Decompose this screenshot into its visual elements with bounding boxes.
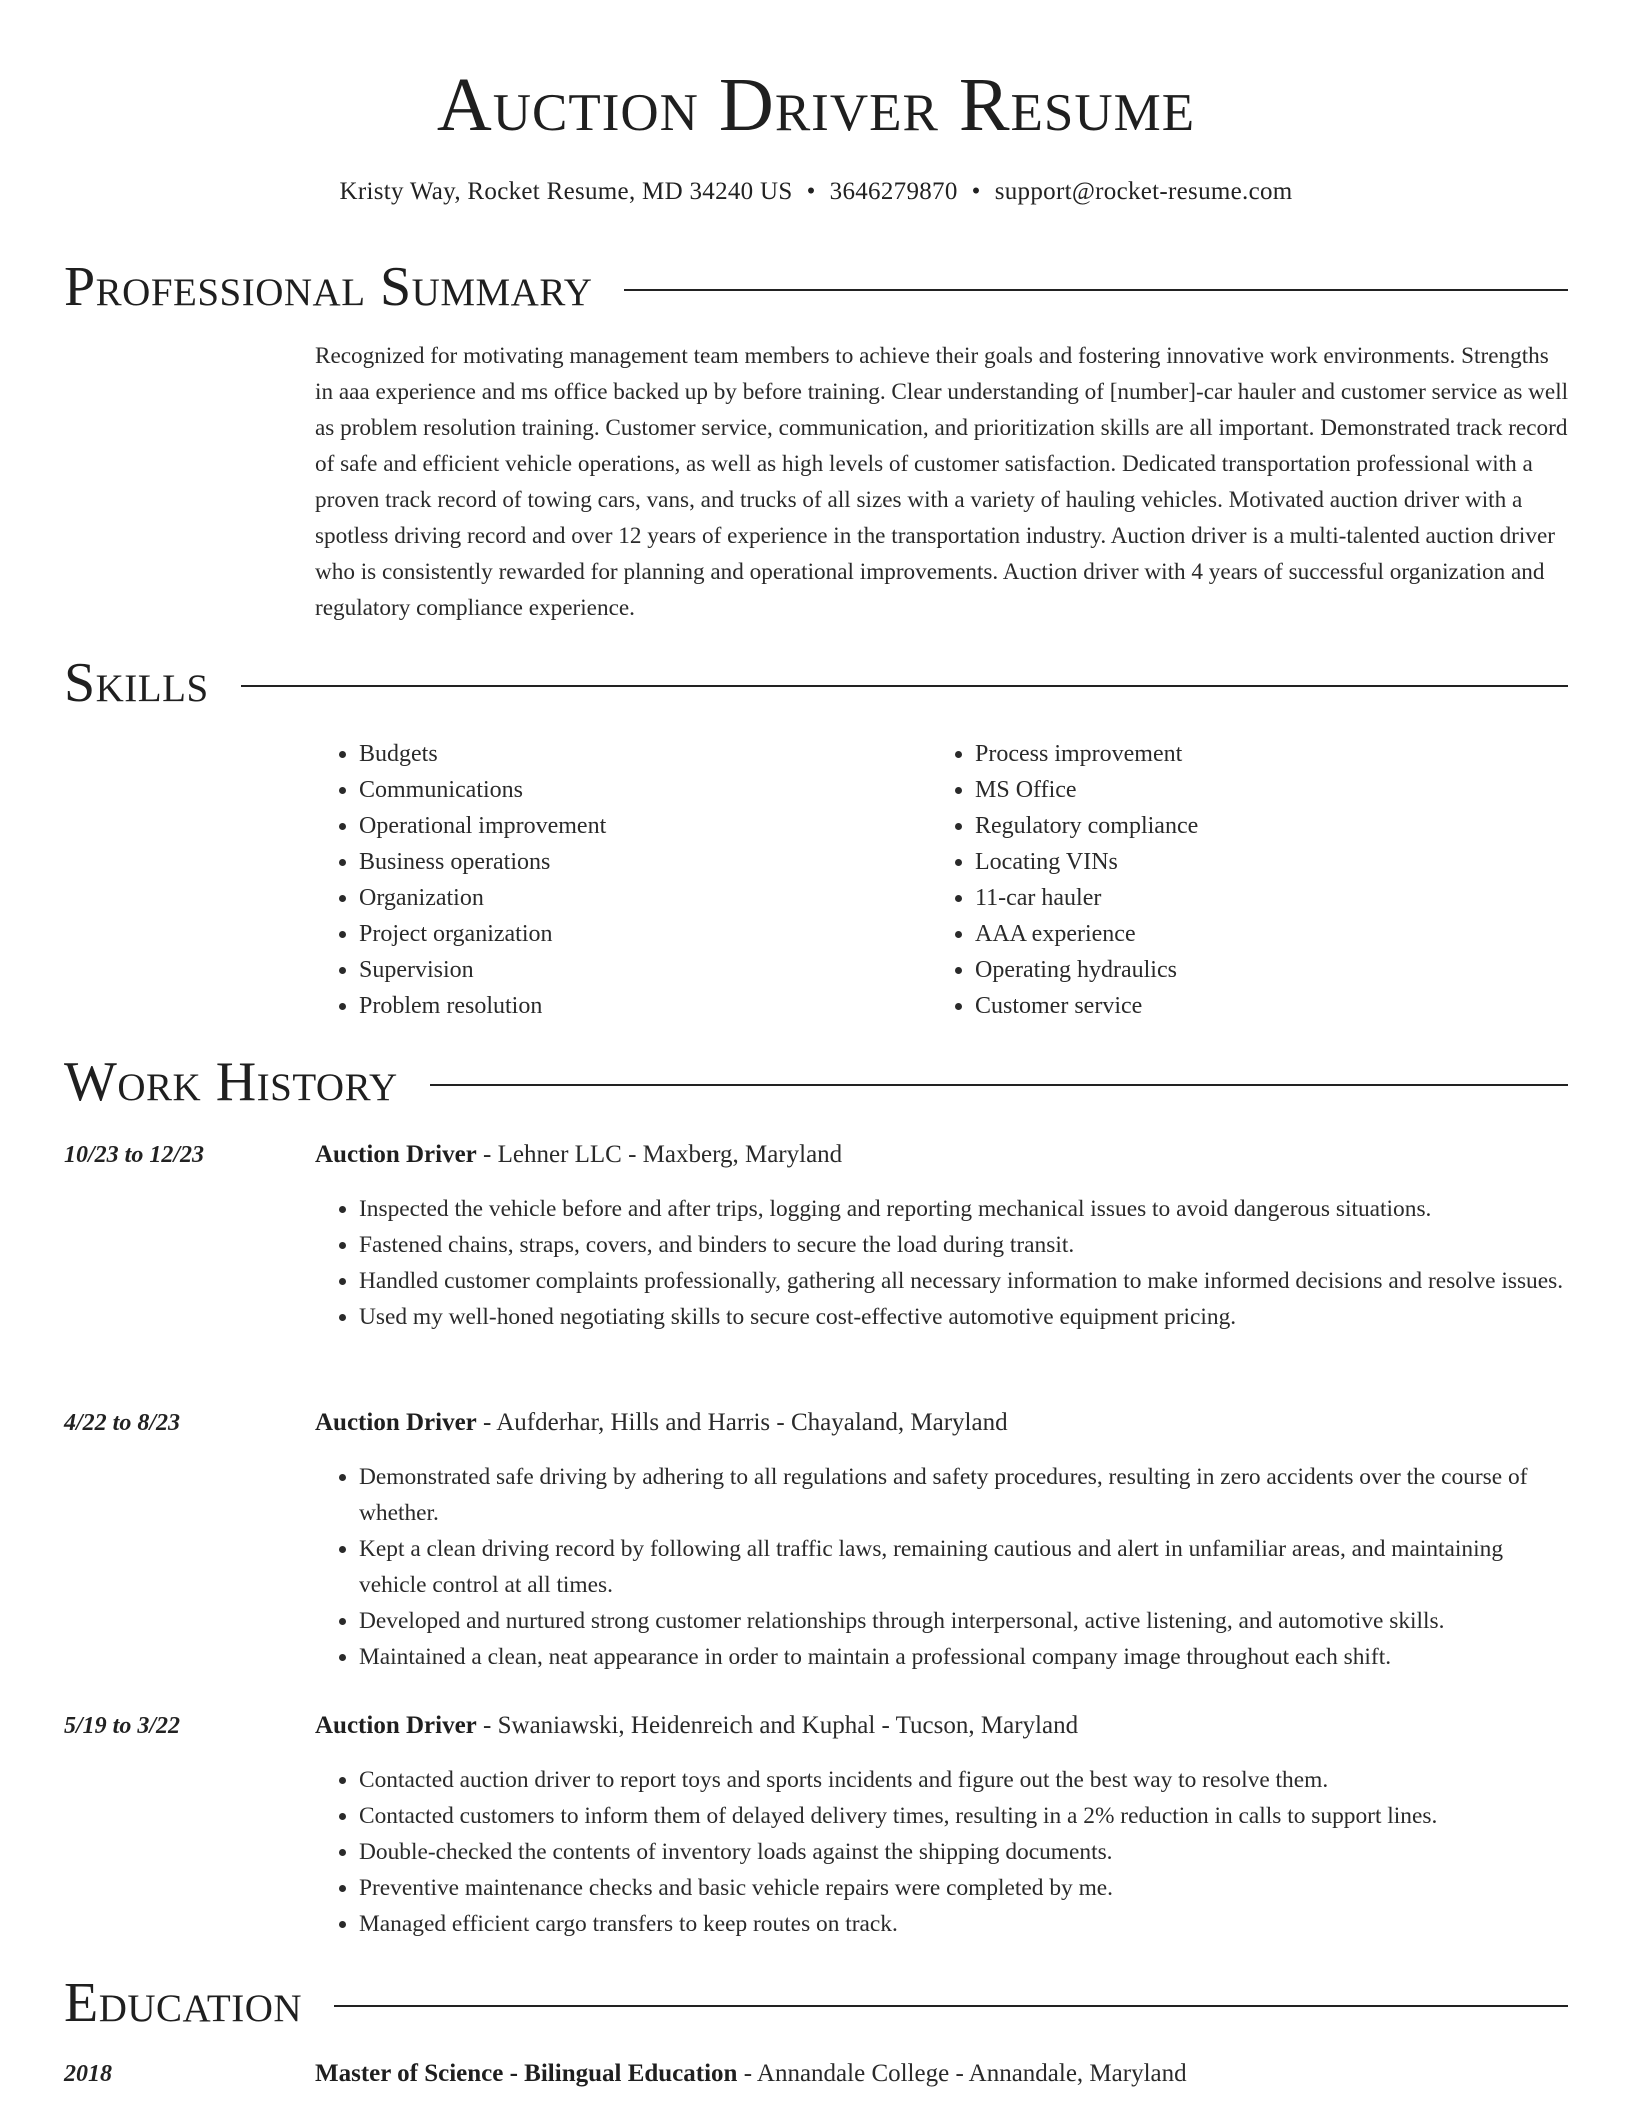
job-bullet: • Demonstrated safe driving by adhering to all regulations and safety procedures, resulting in zero accidents over the course of whether. [359, 1459, 1570, 1531]
skill-item: • Process improvement [975, 736, 1547, 772]
job-bullet: • Preventive maintenance checks and basic vehicle repairs were completed by me. [359, 1870, 1570, 1906]
job-bullet: • Developed and nurtured strong customer relationships through interpersonal, active listening, and automotive skills. [359, 1603, 1570, 1639]
skill-item: • Budgets [359, 736, 931, 772]
section-header-skills [64, 650, 1568, 716]
job-date: 4/22 to 8/23 [64, 1410, 181, 1436]
job-heading [315, 1405, 1008, 1441]
skill-item: • Operational improvement [359, 808, 931, 844]
job-bullet: • Contacted auction driver to report toys and sports incidents and figure out the best way to resolve them. [359, 1762, 1570, 1798]
contact-separator: • [806, 178, 816, 205]
skill-item: • Supervision [359, 952, 931, 988]
job-role: Auction Driver [315, 1409, 477, 1436]
section-title-education: Education [64, 1972, 303, 2034]
contact-address: Kristy Way, Rocket Resume, MD 34240 US [339, 178, 793, 205]
contact-separator: • [971, 178, 981, 205]
job-bullet: • Handled customer complaints professionally, gathering all necessary information to make informed decisions and resolve issues. [359, 1263, 1570, 1299]
contact-phone: 3646279870 [829, 178, 958, 205]
job-heading [315, 1708, 1078, 1744]
job-heading [315, 1137, 842, 1173]
skill-item: • Operating hydraulics [975, 952, 1547, 988]
job-bullet: • Used my well-honed negotiating skills to secure cost-effective automotive equipment pricing. [359, 1299, 1570, 1335]
job-bullet: • Maintained a clean, neat appearance in order to maintain a professional company image throughout each shift. [359, 1639, 1570, 1675]
skill-item: • AAA experience [975, 916, 1547, 952]
skill-item: • Regulatory compliance [975, 808, 1547, 844]
job-bullet: • Managed efficient cargo transfers to keep routes on track. [359, 1906, 1570, 1942]
section-header-work [64, 1049, 1568, 1115]
contact-line [0, 175, 1632, 209]
job-bullet: • Fastened chains, straps, covers, and binders to secure the load during transit. [359, 1227, 1570, 1263]
job-bullets [315, 1762, 1570, 1942]
education-details: - Annandale College - Annandale, Maryland [737, 2060, 1187, 2087]
job-date: 10/23 to 12/23 [64, 1142, 205, 1168]
section-divider [334, 2005, 1568, 2007]
job-bullets [315, 1459, 1570, 1675]
section-divider [241, 685, 1568, 687]
page-title: Auction Driver Resume [436, 63, 1196, 147]
skill-item: • Organization [359, 880, 931, 916]
skills-column-left [315, 736, 931, 1024]
job-role: Auction Driver [315, 1712, 477, 1739]
skill-item: • Problem resolution [359, 988, 931, 1024]
skill-item: • Customer service [975, 988, 1547, 1024]
section-title-skills: Skills [64, 652, 209, 714]
job-role: Auction Driver [315, 1141, 477, 1168]
skill-item: • Business operations [359, 844, 931, 880]
job-details: - Swaniawski, Heidenreich and Kuphal - Tucson, Maryland [476, 1712, 1079, 1739]
section-title-summary: Professional Summary [64, 256, 593, 318]
skills-column-right [931, 736, 1547, 1024]
job-bullet: • Double-checked the contents of inventory loads against the shipping documents. [359, 1834, 1570, 1870]
job-details: - Aufderhar, Hills and Harris - Chayaland, Maryland [476, 1409, 1008, 1436]
section-divider [430, 1084, 1568, 1086]
job-bullets [315, 1191, 1570, 1335]
section-divider [624, 289, 1568, 291]
skill-item: • MS Office [975, 772, 1547, 808]
job-bullet: • Inspected the vehicle before and after trips, logging and reporting mechanical issues to avoid dangerous situations. [359, 1191, 1570, 1227]
skill-item: • Locating VINs [975, 844, 1547, 880]
skills-list [315, 736, 1570, 1024]
job-bullet: • Kept a clean driving record by following all traffic laws, remaining cautious and alert in unfamiliar areas, and maintaining vehicle control at all times. [359, 1531, 1570, 1603]
skill-item: • Project organization [359, 916, 931, 952]
section-header-summary [64, 254, 1568, 320]
section-title-work: Work History [64, 1051, 398, 1113]
section-header-education [64, 1970, 1568, 2036]
job-bullet: • Contacted customers to inform them of delayed delivery times, resulting in a 2% reduction in calls to support lines. [359, 1798, 1570, 1834]
contact-email[interactable]: support@rocket-resume.com [994, 178, 1293, 205]
skill-item: • 11-car hauler [975, 880, 1547, 916]
skill-item: • Communications [359, 772, 931, 808]
education-heading [315, 2056, 1187, 2092]
job-details: - Lehner LLC - Maxberg, Maryland [476, 1141, 843, 1168]
job-date: 5/19 to 3/22 [64, 1713, 181, 1739]
summary-text: Recognized for motivating management team members to achieve their goals and fostering innovative work environments. Strengths in aaa experience and ms office backed up by before training. Clear understanding of [number]-car hauler and customer service as well as problem resolution training. Customer service, communication, and prioritization skills are all important. Demonstrated track record of safe and efficient vehicle operations, as well as high levels of customer satisfaction. Dedicated transportation professional with a proven track record of towing cars, vans, and trucks of all sizes with a variety of hauling vehicles. Motivated auction driver with a spotless driving record and over 12 years of experience in the transportation industry. Auction driver is a multi-talented auction driver who is consistently rewarded for planning and operational improvements. Auction driver with 4 years of successful organization and regulatory compliance experience. [315, 343, 1569, 621]
education-date: 2018 [64, 2061, 112, 2087]
education-degree: Master of Science - Bilingual Education [315, 2060, 738, 2087]
